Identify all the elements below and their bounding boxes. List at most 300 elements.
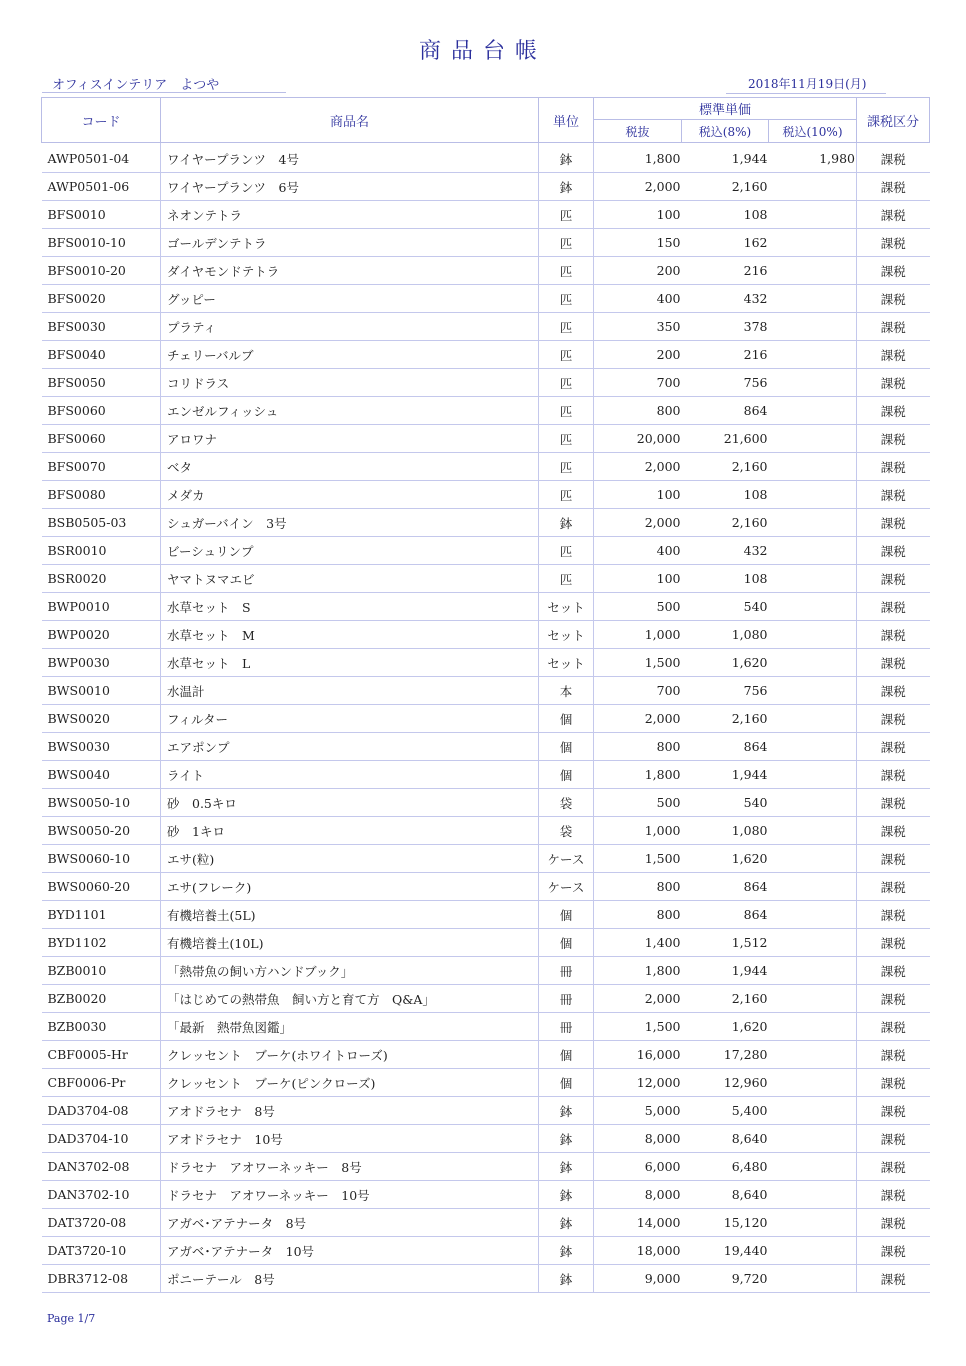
cell-unit: 冊 (539, 1013, 594, 1041)
cell-price-ex-tax: 2,000 (594, 985, 682, 1013)
cell-unit: 個 (539, 761, 594, 789)
cell-tax-class: 課税 (857, 873, 930, 901)
cell-price-10 (769, 593, 857, 621)
cell-unit: セット (539, 621, 594, 649)
cell-price-ex-tax: 12,000 (594, 1069, 682, 1097)
cell-price-ex-tax: 16,000 (594, 1041, 682, 1069)
cell-unit: 匹 (539, 313, 594, 341)
cell-code: CBF0005-Hr (42, 1041, 161, 1069)
table-row (42, 397, 930, 425)
cell-price-8: 432 (682, 537, 769, 565)
table-row (42, 565, 930, 593)
cell-price-10 (769, 985, 857, 1013)
cell-code: BSR0020 (42, 565, 161, 593)
cell-name: コリドラス (161, 369, 539, 397)
cell-tax-class: 課税 (857, 957, 930, 985)
cell-tax-class: 課税 (857, 565, 930, 593)
cell-tax-class: 課税 (857, 845, 930, 873)
cell-name: ポニーテール 8号 (161, 1265, 539, 1293)
column-header-standard-price: 標準単価 (594, 98, 857, 120)
table-row (42, 1041, 930, 1069)
cell-price-8: 2,160 (682, 453, 769, 481)
cell-price-8: 864 (682, 397, 769, 425)
cell-code: DAN3702-08 (42, 1153, 161, 1181)
date-underline (726, 93, 886, 94)
cell-name: メダカ (161, 481, 539, 509)
cell-code: BFS0020 (42, 285, 161, 313)
cell-price-ex-tax: 100 (594, 201, 682, 229)
table-row (42, 481, 930, 509)
column-header-unit: 単位 (539, 98, 594, 143)
cell-name: ドラセナ アオワーネッキー 10号 (161, 1181, 539, 1209)
cell-price-ex-tax: 800 (594, 873, 682, 901)
cell-price-8: 864 (682, 901, 769, 929)
cell-code: BWS0030 (42, 733, 161, 761)
cell-tax-class: 課税 (857, 621, 930, 649)
table-row (42, 1097, 930, 1125)
cell-price-10 (769, 369, 857, 397)
cell-unit: 個 (539, 705, 594, 733)
cell-name: エンゼルフィッシュ (161, 397, 539, 425)
cell-price-8: 19,440 (682, 1237, 769, 1265)
cell-price-ex-tax: 500 (594, 593, 682, 621)
cell-code: BYD1101 (42, 901, 161, 929)
cell-price-8: 540 (682, 593, 769, 621)
cell-name: 水温計 (161, 677, 539, 705)
cell-tax-class: 課税 (857, 173, 930, 201)
cell-name: エサ(粒) (161, 845, 539, 873)
cell-price-10 (769, 761, 857, 789)
cell-unit: 鉢 (539, 1209, 594, 1237)
cell-code: BWS0060-20 (42, 873, 161, 901)
cell-price-ex-tax: 500 (594, 789, 682, 817)
cell-name: 水草セット L (161, 649, 539, 677)
cell-price-ex-tax: 800 (594, 397, 682, 425)
cell-price-8: 9,720 (682, 1265, 769, 1293)
cell-price-10 (769, 341, 857, 369)
cell-code: BWS0050-20 (42, 817, 161, 845)
table-row (42, 1013, 930, 1041)
table-row (42, 1125, 930, 1153)
table-row (42, 425, 930, 453)
cell-price-ex-tax: 800 (594, 901, 682, 929)
cell-code: BZB0010 (42, 957, 161, 985)
cell-tax-class: 課税 (857, 1237, 930, 1265)
company-underline (42, 92, 286, 93)
cell-price-ex-tax: 1,400 (594, 929, 682, 957)
cell-price-10 (769, 1013, 857, 1041)
cell-code: BYD1102 (42, 929, 161, 957)
cell-unit: 鉢 (539, 173, 594, 201)
cell-price-10 (769, 705, 857, 733)
product-ledger-table (41, 97, 930, 1293)
cell-name: ヤマトヌマエビ (161, 565, 539, 593)
cell-unit: 袋 (539, 789, 594, 817)
cell-price-8: 1,512 (682, 929, 769, 957)
cell-code: BWS0060-10 (42, 845, 161, 873)
cell-unit: 個 (539, 733, 594, 761)
cell-name: 「熱帯魚の飼い方ハンドブック」 (161, 957, 539, 985)
cell-unit: 冊 (539, 957, 594, 985)
cell-price-8: 8,640 (682, 1181, 769, 1209)
cell-code: BFS0060 (42, 397, 161, 425)
cell-price-8: 1,944 (682, 957, 769, 985)
cell-price-8: 162 (682, 229, 769, 257)
cell-tax-class: 課税 (857, 789, 930, 817)
cell-unit: ケース (539, 845, 594, 873)
cell-tax-class: 課税 (857, 143, 930, 173)
cell-tax-class: 課税 (857, 1125, 930, 1153)
report-date: 2018年11月19日(月) (748, 77, 867, 91)
cell-price-10 (769, 677, 857, 705)
table-row (42, 733, 930, 761)
cell-unit: 匹 (539, 481, 594, 509)
cell-price-ex-tax: 800 (594, 733, 682, 761)
cell-tax-class: 課税 (857, 1181, 930, 1209)
cell-price-8: 378 (682, 313, 769, 341)
cell-unit: セット (539, 593, 594, 621)
cell-tax-class: 課税 (857, 705, 930, 733)
table-row (42, 985, 930, 1013)
table-row (42, 201, 930, 229)
cell-code: BFS0010 (42, 201, 161, 229)
cell-unit: 鉢 (539, 1125, 594, 1153)
cell-name: 水草セット M (161, 621, 539, 649)
cell-code: BFS0080 (42, 481, 161, 509)
cell-code: DAD3704-08 (42, 1097, 161, 1125)
cell-code: BFS0040 (42, 341, 161, 369)
cell-unit: 鉢 (539, 1097, 594, 1125)
table-row (42, 1209, 930, 1237)
table-row (42, 649, 930, 677)
cell-price-ex-tax: 2,000 (594, 453, 682, 481)
table-row (42, 1069, 930, 1097)
cell-code: DAT3720-10 (42, 1237, 161, 1265)
table-row (42, 143, 930, 173)
cell-price-10 (769, 1209, 857, 1237)
cell-name: 「はじめての熱帯魚 飼い方と育て方 Q&A」 (161, 985, 539, 1013)
cell-price-10 (769, 901, 857, 929)
cell-name: アガベ･アテナータ 10号 (161, 1237, 539, 1265)
cell-unit: 匹 (539, 565, 594, 593)
cell-code: BWS0050-10 (42, 789, 161, 817)
table-row (42, 817, 930, 845)
table-row (42, 285, 930, 313)
cell-unit: 匹 (539, 537, 594, 565)
cell-price-ex-tax: 200 (594, 257, 682, 285)
cell-name: アガベ･アテナータ 8号 (161, 1209, 539, 1237)
table-row (42, 537, 930, 565)
cell-price-ex-tax: 2,000 (594, 509, 682, 537)
cell-unit: 匹 (539, 397, 594, 425)
cell-name: 「最新 熱帯魚図鑑」 (161, 1013, 539, 1041)
cell-price-10 (769, 929, 857, 957)
cell-code: BZB0030 (42, 1013, 161, 1041)
cell-price-8: 6,480 (682, 1153, 769, 1181)
cell-price-ex-tax: 8,000 (594, 1181, 682, 1209)
table-row (42, 705, 930, 733)
cell-price-ex-tax: 700 (594, 677, 682, 705)
cell-price-10 (769, 173, 857, 201)
cell-unit: 鉢 (539, 143, 594, 173)
cell-name: クレッセント ブーケ(ピンクローズ) (161, 1069, 539, 1097)
cell-price-8: 17,280 (682, 1041, 769, 1069)
cell-price-10 (769, 481, 857, 509)
cell-unit: 個 (539, 1069, 594, 1097)
cell-code: BWS0020 (42, 705, 161, 733)
cell-tax-class: 課税 (857, 201, 930, 229)
cell-price-8: 432 (682, 285, 769, 313)
cell-code: DAN3702-10 (42, 1181, 161, 1209)
cell-price-ex-tax: 100 (594, 481, 682, 509)
cell-price-8: 540 (682, 789, 769, 817)
cell-unit: 鉢 (539, 509, 594, 537)
cell-price-8: 1,620 (682, 845, 769, 873)
column-header-price-8: 税込(8%) (682, 120, 769, 143)
cell-price-10 (769, 649, 857, 677)
cell-price-10 (769, 313, 857, 341)
cell-price-8: 1,944 (682, 761, 769, 789)
page-number: Page 1/7 (47, 1312, 96, 1325)
table-row (42, 313, 930, 341)
table-row (42, 957, 930, 985)
table-row (42, 229, 930, 257)
cell-tax-class: 課税 (857, 1097, 930, 1125)
cell-price-10 (769, 789, 857, 817)
cell-price-ex-tax: 400 (594, 285, 682, 313)
cell-tax-class: 課税 (857, 341, 930, 369)
cell-tax-class: 課税 (857, 1013, 930, 1041)
cell-price-8: 216 (682, 257, 769, 285)
cell-price-ex-tax: 150 (594, 229, 682, 257)
cell-code: BFS0030 (42, 313, 161, 341)
cell-price-10 (769, 621, 857, 649)
cell-price-10 (769, 733, 857, 761)
cell-price-ex-tax: 1,000 (594, 817, 682, 845)
cell-price-8: 1,080 (682, 621, 769, 649)
cell-price-ex-tax: 400 (594, 537, 682, 565)
cell-price-ex-tax: 1,500 (594, 845, 682, 873)
cell-unit: 匹 (539, 229, 594, 257)
cell-name: ネオンテトラ (161, 201, 539, 229)
table-row (42, 1237, 930, 1265)
cell-price-10 (769, 397, 857, 425)
company-name: オフィスインテリア よつや (52, 78, 220, 93)
cell-unit: セット (539, 649, 594, 677)
cell-price-ex-tax: 350 (594, 313, 682, 341)
cell-name: アオドラセナ 8号 (161, 1097, 539, 1125)
cell-price-10 (769, 509, 857, 537)
cell-price-10 (769, 817, 857, 845)
table-row (42, 761, 930, 789)
cell-price-8: 864 (682, 733, 769, 761)
cell-tax-class: 課税 (857, 537, 930, 565)
cell-price-8: 1,080 (682, 817, 769, 845)
cell-unit: 袋 (539, 817, 594, 845)
cell-price-10 (769, 1181, 857, 1209)
cell-price-8: 15,120 (682, 1209, 769, 1237)
cell-price-8: 108 (682, 565, 769, 593)
cell-price-8: 1,620 (682, 1013, 769, 1041)
cell-name: プラティ (161, 313, 539, 341)
cell-code: BWP0010 (42, 593, 161, 621)
cell-code: AWP0501-04 (42, 143, 161, 173)
cell-tax-class: 課税 (857, 929, 930, 957)
cell-unit: 鉢 (539, 1265, 594, 1293)
cell-price-ex-tax: 14,000 (594, 1209, 682, 1237)
cell-price-ex-tax: 700 (594, 369, 682, 397)
cell-unit: 匹 (539, 369, 594, 397)
cell-price-10 (769, 285, 857, 313)
cell-code: DBR3712-08 (42, 1265, 161, 1293)
cell-name: 砂 0.5キロ (161, 789, 539, 817)
cell-code: BSB0505-03 (42, 509, 161, 537)
cell-price-8: 2,160 (682, 705, 769, 733)
cell-unit: 鉢 (539, 1237, 594, 1265)
column-header-code: コード (42, 98, 161, 143)
cell-code: BWP0020 (42, 621, 161, 649)
cell-price-10 (769, 257, 857, 285)
cell-price-8: 2,160 (682, 509, 769, 537)
cell-name: 有機培養土(5L) (161, 901, 539, 929)
table-row (42, 901, 930, 929)
cell-price-10 (769, 1069, 857, 1097)
cell-price-8: 8,640 (682, 1125, 769, 1153)
table-row (42, 341, 930, 369)
cell-name: ドラセナ アオワーネッキー 8号 (161, 1153, 539, 1181)
cell-price-ex-tax: 5,000 (594, 1097, 682, 1125)
cell-tax-class: 課税 (857, 901, 930, 929)
table-row (42, 929, 930, 957)
cell-price-ex-tax: 1,500 (594, 1013, 682, 1041)
cell-price-8: 1,620 (682, 649, 769, 677)
cell-code: BWS0010 (42, 677, 161, 705)
cell-name: 水草セット S (161, 593, 539, 621)
cell-unit: 冊 (539, 985, 594, 1013)
cell-tax-class: 課税 (857, 481, 930, 509)
cell-tax-class: 課税 (857, 1153, 930, 1181)
cell-price-8: 2,160 (682, 173, 769, 201)
cell-price-ex-tax: 1,000 (594, 621, 682, 649)
cell-name: ビーシュリンプ (161, 537, 539, 565)
cell-unit: 匹 (539, 285, 594, 313)
cell-code: BFS0060 (42, 425, 161, 453)
table-row (42, 621, 930, 649)
cell-tax-class: 課税 (857, 229, 930, 257)
cell-unit: 個 (539, 929, 594, 957)
cell-name: エサ(フレーク) (161, 873, 539, 901)
cell-name: シュガーバイン 3号 (161, 509, 539, 537)
cell-unit: 個 (539, 901, 594, 929)
cell-price-8: 756 (682, 677, 769, 705)
cell-tax-class: 課税 (857, 285, 930, 313)
cell-code: BFS0010-20 (42, 257, 161, 285)
cell-unit: 本 (539, 677, 594, 705)
cell-unit: 匹 (539, 341, 594, 369)
cell-tax-class: 課税 (857, 509, 930, 537)
cell-price-ex-tax: 6,000 (594, 1153, 682, 1181)
cell-unit: 鉢 (539, 1181, 594, 1209)
cell-name: ベタ (161, 453, 539, 481)
cell-unit: ケース (539, 873, 594, 901)
cell-unit: 個 (539, 1041, 594, 1069)
column-header-name: 商品名 (161, 98, 539, 143)
cell-name: ダイヤモンドテトラ (161, 257, 539, 285)
cell-price-8: 5,400 (682, 1097, 769, 1125)
table-row (42, 509, 930, 537)
cell-code: BWS0040 (42, 761, 161, 789)
cell-tax-class: 課税 (857, 761, 930, 789)
cell-price-10 (769, 537, 857, 565)
cell-price-ex-tax: 20,000 (594, 425, 682, 453)
cell-price-8: 2,160 (682, 985, 769, 1013)
cell-price-8: 756 (682, 369, 769, 397)
cell-price-ex-tax: 200 (594, 341, 682, 369)
cell-unit: 匹 (539, 453, 594, 481)
cell-unit: 匹 (539, 425, 594, 453)
cell-code: BFS0050 (42, 369, 161, 397)
table-row (42, 845, 930, 873)
cell-tax-class: 課税 (857, 425, 930, 453)
table-header (42, 98, 930, 143)
cell-price-10 (769, 1125, 857, 1153)
cell-price-ex-tax: 2,000 (594, 173, 682, 201)
cell-tax-class: 課税 (857, 649, 930, 677)
cell-tax-class: 課税 (857, 397, 930, 425)
cell-tax-class: 課税 (857, 1265, 930, 1293)
cell-price-8: 216 (682, 341, 769, 369)
cell-price-8: 108 (682, 481, 769, 509)
cell-code: DAD3704-10 (42, 1125, 161, 1153)
cell-name: 砂 1キロ (161, 817, 539, 845)
cell-price-10 (769, 873, 857, 901)
cell-tax-class: 課税 (857, 1209, 930, 1237)
cell-price-ex-tax: 100 (594, 565, 682, 593)
cell-code: BWP0030 (42, 649, 161, 677)
table-row (42, 257, 930, 285)
cell-price-10: 1,980 (769, 143, 857, 173)
cell-price-ex-tax: 2,000 (594, 705, 682, 733)
cell-price-8: 108 (682, 201, 769, 229)
cell-code: AWP0501-06 (42, 173, 161, 201)
cell-tax-class: 課税 (857, 369, 930, 397)
table-row (42, 1181, 930, 1209)
cell-name: ワイヤープランツ 6号 (161, 173, 539, 201)
cell-price-ex-tax: 1,800 (594, 761, 682, 789)
table-row (42, 1265, 930, 1293)
cell-tax-class: 課税 (857, 733, 930, 761)
cell-name: ゴールデンテトラ (161, 229, 539, 257)
cell-unit: 匹 (539, 201, 594, 229)
cell-tax-class: 課税 (857, 313, 930, 341)
cell-price-8: 864 (682, 873, 769, 901)
cell-code: BSR0010 (42, 537, 161, 565)
cell-price-10 (769, 453, 857, 481)
cell-name: ワイヤープランツ 4号 (161, 143, 539, 173)
cell-price-10 (769, 201, 857, 229)
cell-price-10 (769, 957, 857, 985)
table-row (42, 873, 930, 901)
cell-name: グッピー (161, 285, 539, 313)
cell-tax-class: 課税 (857, 593, 930, 621)
cell-code: BZB0020 (42, 985, 161, 1013)
table-row (42, 1153, 930, 1181)
page-title: 商品台帳 (418, 39, 547, 64)
cell-price-10 (769, 1097, 857, 1125)
cell-tax-class: 課税 (857, 677, 930, 705)
table-body (42, 143, 930, 1293)
cell-code: BFS0070 (42, 453, 161, 481)
